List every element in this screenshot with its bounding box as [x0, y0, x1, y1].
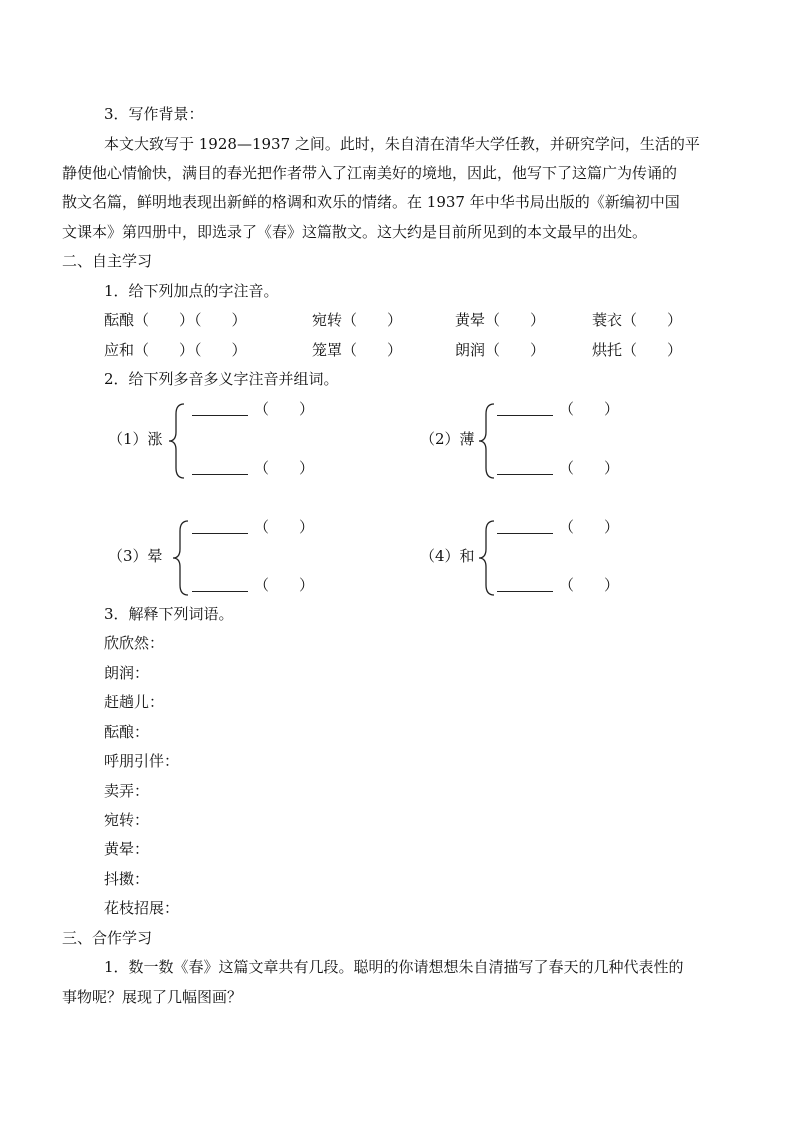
polyphone-label: （4）和: [420, 547, 475, 565]
polyphone-label: （2）薄: [420, 430, 475, 448]
q1-prompt: 1．给下列加点的字注音。: [104, 282, 279, 300]
section-2-title: 二、自主学习: [62, 252, 153, 270]
answer-blank[interactable]: [497, 533, 553, 534]
answer-blank[interactable]: [497, 415, 553, 416]
q3-prompt: 3．解释下列词语。: [104, 605, 234, 623]
pinyin-item: 应和（ ）（ ）: [104, 341, 247, 359]
answer-paren: （ ）: [559, 518, 620, 536]
brace-icon: [166, 402, 188, 480]
background-line-3: 散文名篇，鲜明地表现出新鲜的格调和欢乐的情绪。在 1937 年中华书局出版的《新编初中国: [62, 193, 680, 211]
answer-blank[interactable]: [192, 474, 248, 475]
answer-blank[interactable]: [192, 415, 248, 416]
section-3-title: 三、合作学习: [62, 929, 153, 947]
vocab-term: 卖弄：: [104, 782, 150, 800]
background-heading: 3．写作背景：: [104, 105, 204, 123]
pinyin-item: 蓑衣（ ）: [592, 311, 683, 329]
vocab-term: 欣欣然：: [104, 634, 165, 652]
polyphone-label: （3）晕: [108, 547, 163, 565]
vocab-term: 宛转：: [104, 811, 150, 829]
answer-paren: （ ）: [559, 400, 620, 418]
s3-q1-line-2: 事物呢？展现了几幅图画？: [62, 988, 243, 1006]
vocab-term: 抖擞：: [104, 870, 150, 888]
vocab-term: 黄晕：: [104, 840, 150, 858]
pinyin-item: 黄晕（ ）: [455, 311, 546, 329]
answer-paren: （ ）: [254, 576, 315, 594]
q2-prompt: 2．给下列多音多义字注音并组词。: [104, 370, 339, 388]
vocab-term: 酝酿：: [104, 723, 150, 741]
brace-icon: [170, 519, 192, 597]
answer-paren: （ ）: [254, 459, 315, 477]
brace-icon: [476, 519, 498, 597]
background-line-1: 本文大致写于 1928—1937 之间。此时，朱自清在清华大学任教，并研究学问，生活的平: [104, 135, 700, 153]
background-line-2: 静使他心情愉快，满目的春光把作者带入了江南美好的境地，因此，他写下了这篇广为传诵的: [62, 164, 678, 182]
answer-paren: （ ）: [254, 518, 315, 536]
answer-blank[interactable]: [192, 591, 248, 592]
vocab-term: 朗润：: [104, 664, 150, 682]
vocab-term: 花枝招展：: [104, 899, 180, 917]
vocab-term: 赶趟儿：: [104, 693, 165, 711]
pinyin-item: 笼罩（ ）: [312, 341, 403, 359]
pinyin-item: 朗润（ ）: [455, 341, 546, 359]
pinyin-item: 宛转（ ）: [312, 311, 403, 329]
answer-paren: （ ）: [559, 459, 620, 477]
answer-blank[interactable]: [497, 474, 553, 475]
answer-blank[interactable]: [192, 533, 248, 534]
pinyin-item: 烘托（ ）: [592, 341, 683, 359]
s3-q1-line-1: 1．数一数《春》这篇文章共有几段。聪明的你请想想朱自清描写了春天的几种代表性的: [104, 958, 684, 976]
answer-blank[interactable]: [497, 591, 553, 592]
pinyin-item: 酝酿（ ）（ ）: [104, 311, 247, 329]
vocab-term: 呼朋引伴：: [104, 752, 180, 770]
answer-paren: （ ）: [559, 576, 620, 594]
brace-icon: [476, 402, 498, 480]
answer-paren: （ ）: [254, 400, 315, 418]
polyphone-label: （1）涨: [108, 430, 163, 448]
background-line-4: 文课本》第四册中，即选录了《春》这篇散文。这大约是目前所见到的本文最早的出处。: [62, 223, 648, 241]
